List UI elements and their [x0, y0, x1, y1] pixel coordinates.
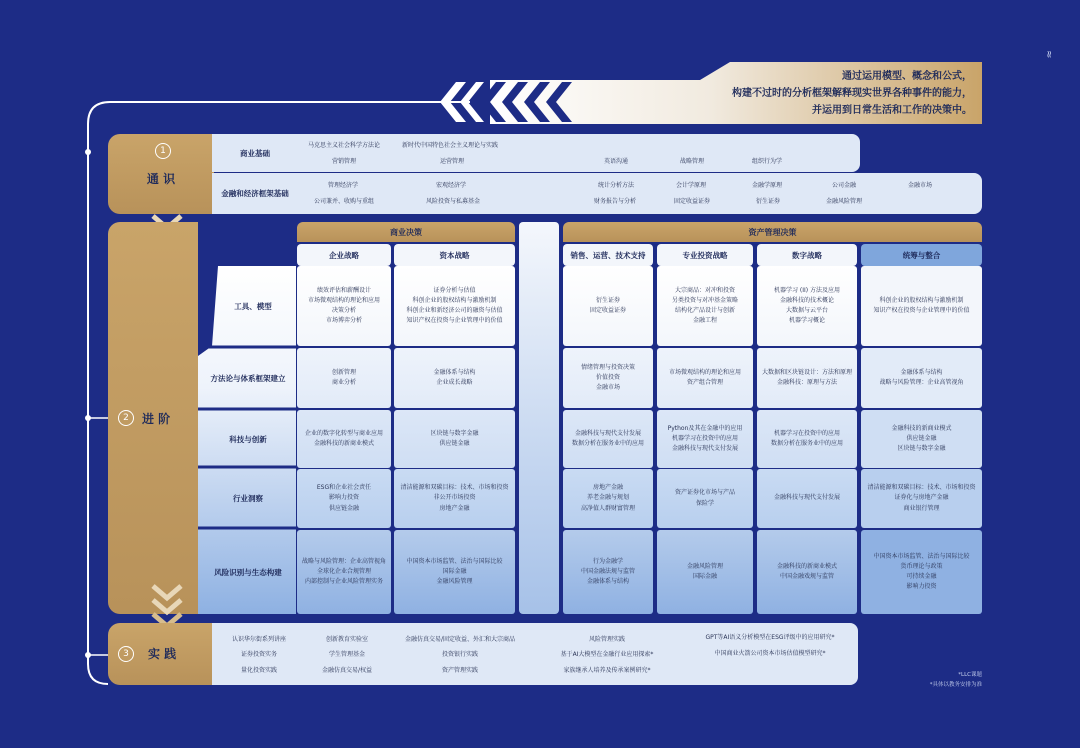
course-item: 公司金融	[832, 182, 857, 189]
course-cell	[394, 530, 515, 614]
course-item: 全球化企业合规管理	[316, 567, 371, 575]
practice-item: 资产管理实践	[441, 666, 478, 674]
section-1-label	[108, 134, 214, 214]
course-item: 影响力投资	[328, 494, 359, 502]
course-item: 宏观经济学	[436, 182, 467, 189]
course-item: 商业银行管理	[903, 504, 940, 512]
group-business-header	[297, 222, 515, 242]
course-cell	[757, 410, 857, 468]
course-cell	[563, 348, 653, 408]
course-cell	[657, 410, 753, 468]
course-cell	[657, 469, 753, 528]
course-item: 资产组合管理	[686, 379, 723, 386]
course-item: 供应链金融	[906, 434, 937, 442]
course-item: 战略与风险管理：企业高管视角	[301, 557, 386, 565]
course-cell	[563, 410, 653, 468]
practice-column	[392, 626, 528, 684]
course-item: 货币理论与政策	[900, 562, 943, 570]
course-item: 供应链金融	[439, 440, 470, 447]
side-logo-icon: ≈	[1043, 50, 1054, 59]
course-cell	[297, 469, 391, 528]
practice-item: GPT等AI语义分析模型在ESG评级中的应用研究*	[705, 634, 835, 642]
course-item: 英语沟通	[604, 158, 629, 165]
course-item: 机器学习 (II) 方法及应用	[773, 286, 841, 294]
course-cell	[394, 410, 515, 468]
course-cell	[757, 348, 857, 408]
practice-item: 风险管理实践	[588, 635, 625, 643]
course-item: 数据分析在服务业中的应用	[770, 440, 843, 447]
course-item: 市场微观结构的理论和应用	[307, 296, 380, 304]
course-item: 固定收益证券	[589, 307, 626, 314]
course-item: 金融科技与现代支付发展	[671, 445, 738, 453]
row-label: 行业洞察	[233, 494, 263, 503]
course-item: 金融体系与结构	[900, 368, 943, 376]
practice-item: 证券投资实务	[240, 651, 277, 659]
course-cell	[861, 469, 982, 528]
course-item: 科创企业的股权结构与激励机制	[879, 296, 964, 304]
course-cell	[394, 266, 515, 346]
course-item: 养老金融与规划	[586, 494, 629, 502]
course-item: 房地产金融	[592, 484, 623, 492]
course-item: 供应链金融	[328, 504, 359, 512]
section-3-title: 实 践	[148, 647, 177, 661]
column-header: 销售、运营、技术支持	[563, 244, 653, 266]
course-item: 价值投资	[595, 373, 620, 381]
course-cell	[563, 266, 653, 346]
course-item: 金融市场	[908, 182, 933, 189]
section-3-label	[108, 623, 214, 685]
course-item: 战略管理	[680, 158, 705, 165]
practice-column	[216, 626, 302, 684]
course-item: 金融科技的技术概论	[779, 296, 834, 304]
course-item: 金融科技的新商业模式	[891, 424, 952, 432]
column-header: 统筹与整合	[861, 244, 982, 266]
banner-line-1: 通过运用模型、概念和公式，	[842, 71, 972, 82]
course-cell	[757, 469, 857, 528]
course-item: 金融工程	[692, 317, 717, 325]
row-label: 风险识别与生态构建	[214, 567, 282, 577]
section-2-number: 2	[118, 410, 134, 426]
course-item: 非公开市场投资	[433, 494, 476, 502]
course-item: 企业的数字化转型与商业应用	[304, 429, 383, 437]
course-cell	[297, 530, 391, 614]
general-row-1-label: 商业基础	[240, 148, 270, 158]
course-item: 决策分析	[331, 307, 356, 314]
practice-column	[532, 626, 682, 684]
course-item: 统计分析方法	[598, 182, 635, 189]
course-cell	[563, 469, 653, 528]
course-item: 创新管理	[331, 368, 356, 376]
course-item: 固定收益证券	[674, 198, 711, 205]
course-item: 金融体系与结构	[586, 578, 629, 586]
course-item: 财务报告与分析	[594, 198, 637, 205]
course-item: 公司兼并、收购与重组	[314, 198, 375, 205]
section-3-number: 3	[118, 646, 134, 662]
course-item: 影响力投资	[906, 583, 937, 591]
course-cell	[297, 266, 391, 346]
course-item: 另类投资与对冲基金策略	[671, 296, 738, 304]
course-item: 衍生证券	[756, 198, 781, 205]
course-cell	[394, 469, 515, 528]
course-item: 风险投资与私募基金	[426, 198, 481, 205]
section-2-title: 进 阶	[142, 412, 171, 426]
course-item: 市场博弈分析	[325, 317, 362, 325]
section-2-label	[108, 222, 198, 614]
course-item: 大数据和区块链设计：方法和原理	[761, 368, 852, 376]
course-item: ESG和企业社会责任	[316, 484, 372, 492]
course-item: 知识产权在投资与企业管理中的价值	[873, 307, 970, 314]
course-item: 情绪管理与投资决策	[580, 363, 635, 371]
course-item: 金融风险管理	[826, 198, 863, 205]
course-item: 新时代中国特色社会主义理论与实践	[402, 142, 499, 149]
course-item: 金融市场	[595, 384, 620, 392]
column-header: 数字战略	[757, 244, 857, 266]
banner	[440, 62, 982, 124]
course-item: 行为金融学	[592, 557, 623, 565]
course-cell	[757, 266, 857, 346]
course-item: 机器学习在投资中的应用	[773, 429, 840, 437]
course-item: 金融体系与结构	[433, 368, 476, 376]
course-item: 商业分析	[331, 379, 356, 386]
course-item: 结构化产品设计与创新	[674, 307, 735, 314]
course-cell	[657, 530, 753, 614]
group-asset-label: 资产管理决策	[748, 226, 797, 237]
course-item: 马克思主义社会科学方法论	[308, 142, 381, 149]
row-label: 科技与创新	[229, 434, 267, 444]
course-item: 管理经济学	[328, 182, 359, 189]
course-item: 清洁能源和双碳目标：技术、市场和投资	[867, 484, 976, 492]
course-item: 国际金融	[692, 573, 717, 580]
practice-item: 创新教育实验室	[325, 635, 368, 643]
note-llc: *LLC课题	[958, 672, 982, 678]
row-label: 方法论与体系框架建立	[210, 373, 286, 383]
column-header: 资本战略	[394, 244, 515, 266]
course-item: 中国金融戏规与监管	[779, 573, 834, 580]
group-business-label: 商业决策	[390, 226, 422, 237]
practice-item: 中国商业火箭公司资本市场估值模型研究*	[714, 650, 826, 657]
course-item: 金融风险管理	[436, 578, 473, 586]
course-item: 组织行为学	[752, 158, 783, 165]
course-item: 会计学原理	[676, 182, 707, 189]
course-item: 运营管理	[440, 158, 465, 165]
practice-item: 认识华尔街系列讲座	[231, 635, 286, 643]
course-item: 金融科技的新商业模式	[313, 440, 374, 447]
course-item: 中国金融法规与监管	[580, 567, 635, 575]
course-item: 金融学原理	[752, 182, 783, 189]
course-item: 大数据与云平台	[785, 307, 828, 314]
practice-item: 学生管理基金	[328, 651, 365, 659]
course-item: 机器学习在投资中的应用	[671, 434, 738, 442]
course-cell	[861, 530, 982, 614]
course-item: 金融科技：原理与方法	[776, 379, 837, 386]
course-cell	[563, 530, 653, 614]
general-row-2-label: 金融和经济框架基础	[221, 189, 289, 198]
course-item: 证券化与房地产金融	[894, 494, 949, 502]
banner-line-3: 并运用到日常生活和工作的决策中。	[812, 105, 972, 116]
course-item: 清洁能源和双碳目标：技术、市场和投资	[400, 484, 509, 492]
practice-item: 金融仿真交易/权益	[321, 666, 373, 674]
section-1-title: 通 识	[146, 172, 176, 186]
course-cell	[297, 410, 391, 468]
practice-column	[304, 626, 390, 684]
course-item: 金融科技与现代支付发展	[773, 494, 840, 502]
course-cell	[657, 266, 753, 346]
course-item: 金融科技的新商业模式	[776, 562, 837, 570]
course-item: Python及其在金融中的应用	[667, 424, 743, 432]
course-item: 房地产金融	[439, 504, 470, 512]
course-cell	[297, 348, 391, 408]
course-item: 区块链与数字金融	[897, 445, 946, 453]
note-schedule: *具体以教务安排为准	[929, 682, 982, 688]
column-header: 专业投资战略	[657, 244, 753, 266]
group-asset-header	[563, 222, 982, 242]
practice-item: 量化投资实践	[240, 666, 277, 674]
row-label: 工具、模型	[234, 301, 272, 311]
course-item: 中国资本市场监管、法治与国际比较	[873, 552, 970, 560]
course-item: 知识产权在投资与企业管理中的价值	[406, 317, 503, 325]
course-item: 数据分析在服务业中的应用	[571, 440, 644, 447]
course-cell	[657, 348, 753, 408]
practice-column	[684, 626, 856, 666]
course-item: 机器学习概论	[788, 317, 825, 325]
course-cell	[861, 410, 982, 468]
course-item: 市场微观结构的理论和应用	[668, 368, 741, 376]
practice-item: 基于AI大模型在金融行业应用探索*	[560, 651, 654, 659]
section-1-number: 1	[155, 143, 171, 159]
course-item: 大宗商品：对冲和投资	[674, 286, 735, 294]
course-item: 国际金融	[442, 567, 467, 575]
course-item: 资产证券化市场与产品	[674, 489, 735, 497]
course-item: 科创企业的股权结构与激励机制	[412, 296, 497, 304]
course-item: 衍生证券	[595, 296, 620, 304]
course-item: 战略与风险管理：企业高管视角	[879, 379, 964, 386]
course-cell	[861, 348, 982, 408]
course-cell	[861, 266, 982, 346]
course-item: 金融风险管理	[686, 562, 723, 570]
course-item: 证券分析与估值	[433, 286, 476, 294]
spacer-column	[519, 222, 559, 614]
practice-item: 金融仿真交易/固定收益、外汇和大宗商品	[404, 635, 516, 643]
practice-item: 家族继承人培养及传承案例研究*	[563, 666, 651, 674]
course-item: 内部控制与企业风险管理实务	[304, 578, 383, 586]
course-item: 绩效评估和薪酬设计	[316, 286, 371, 294]
practice-item: 投资银行实践	[441, 651, 478, 659]
course-item: 可持续金融	[906, 573, 937, 580]
course-item: 中国资本市场监管、法治与国际比较	[406, 557, 503, 565]
course-item: 科创企业和新经济公司的融资与估值	[406, 307, 503, 314]
course-item: 营销管理	[332, 158, 357, 165]
course-item: 区块链与数字金融	[430, 429, 479, 437]
column-header: 企业战略	[297, 244, 391, 266]
course-cell	[757, 530, 857, 614]
course-item: 金融科技与现代支付发展	[574, 429, 641, 437]
course-item: 高净值人群财富管理	[580, 504, 635, 512]
banner-line-2: 构建不过时的分析框架解释现实世界各种事件的能力，	[732, 88, 972, 99]
course-cell	[394, 348, 515, 408]
course-item: 企业成长战略	[436, 379, 473, 386]
course-item: 保险学	[695, 499, 714, 507]
